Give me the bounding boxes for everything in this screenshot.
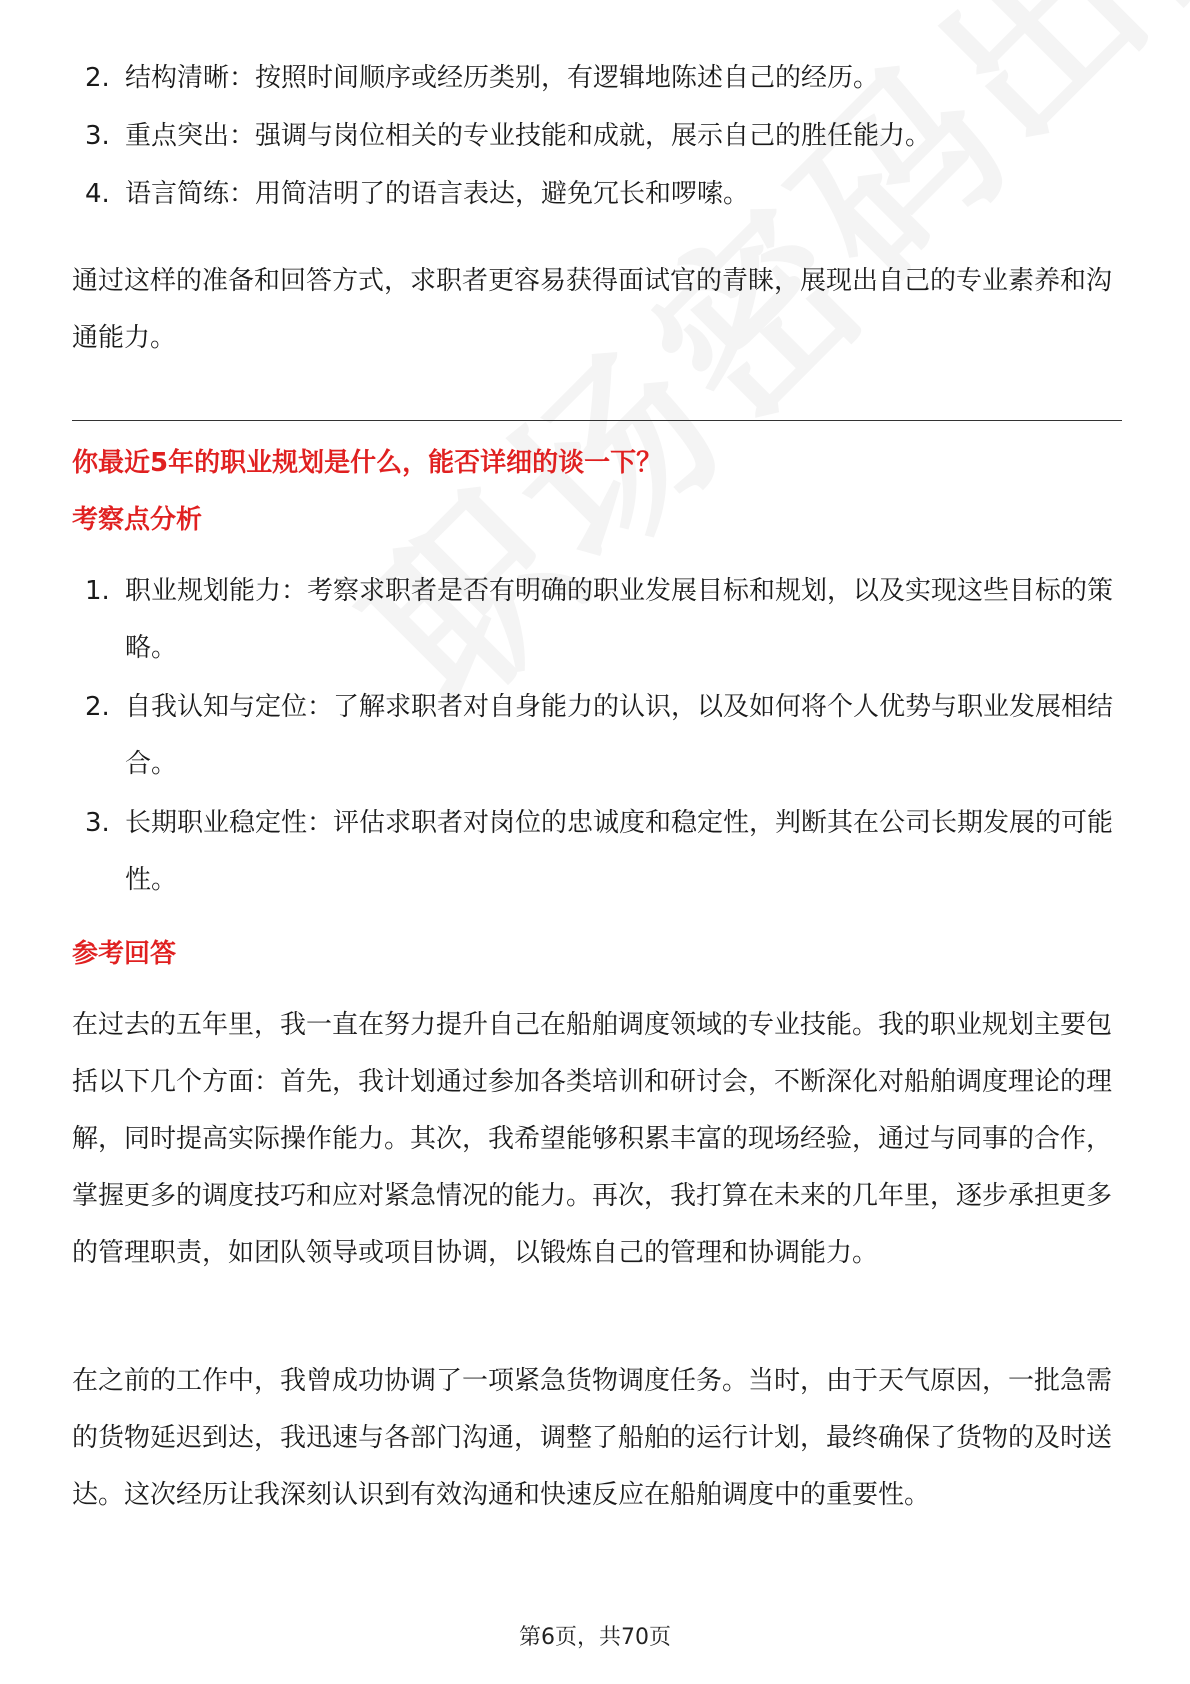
- analysis-title: 考察点分析: [72, 505, 203, 535]
- list-item: 2. 自我认知与定位：了解求职者对自身能力的认识，以及如何将个人优势与职业发展相结合。: [85, 692, 1114, 779]
- list-item: 3. 长期职业稳定性：评估求职者对岗位的忠诚度和稳定性，判断其在公司长期发展的可能性。: [85, 808, 1114, 895]
- list-item: 2. 结构清晰：按照时间顺序或经历类别，有逻辑地陈述自己的经历。: [85, 63, 880, 93]
- section-divider: [72, 420, 1122, 421]
- analysis-list: [72, 563, 1122, 911]
- answer-paragraph: 在过去的五年里，我一直在努力提升自己在船舶调度领域的专业技能。我的职业规划主要包括以下几个方面：首先，我计划通过参加各类培训和研讨会，不断深化对船舶调度理论的理解，同时提高实际操作能力。其次，我希望能够积累丰富的现场经验，通过与同事的合作，掌握更多的调度技巧和应对紧急情况的能力。再次，我打算在未来的几年里，逐步承担更多的管理职责，如团队领导或项目协调，以锻炼自己的管理和协调能力。: [72, 1010, 1113, 1268]
- criteria-list: [72, 50, 1122, 224]
- answer-paragraph: 在之前的工作中，我曾成功协调了一项紧急货物调度任务。当时，由于天气原因，一批急需的货物延迟到达，我迅速与各部门沟通，调整了船舶的运行计划，最终确保了货物的及时送达。这次经历让我深刻认识到有效沟通和快速反应在船舶调度中的重要性。: [72, 1366, 1113, 1510]
- page-number: 第6页，共70页: [519, 1625, 671, 1650]
- list-item: 4. 语言简练：用简洁明了的语言表达，避免冗长和啰嗦。: [85, 179, 750, 209]
- list-item: 1. 职业规划能力：考察求职者是否有明确的职业发展目标和规划，以及实现这些目标的策略。: [85, 576, 1114, 663]
- question-heading: 你最近5年的职业规划是什么，能否详细的谈一下？: [72, 448, 663, 478]
- answer-title: 参考回答: [72, 939, 177, 969]
- list-item: 3. 重点突出：强调与岗位相关的专业技能和成就，展示自己的胜任能力。: [85, 121, 932, 151]
- summary-paragraph: 通过这样的准备和回答方式，求职者更容易获得面试官的青睐，展现出自己的专业素养和沟通能力。: [72, 266, 1113, 353]
